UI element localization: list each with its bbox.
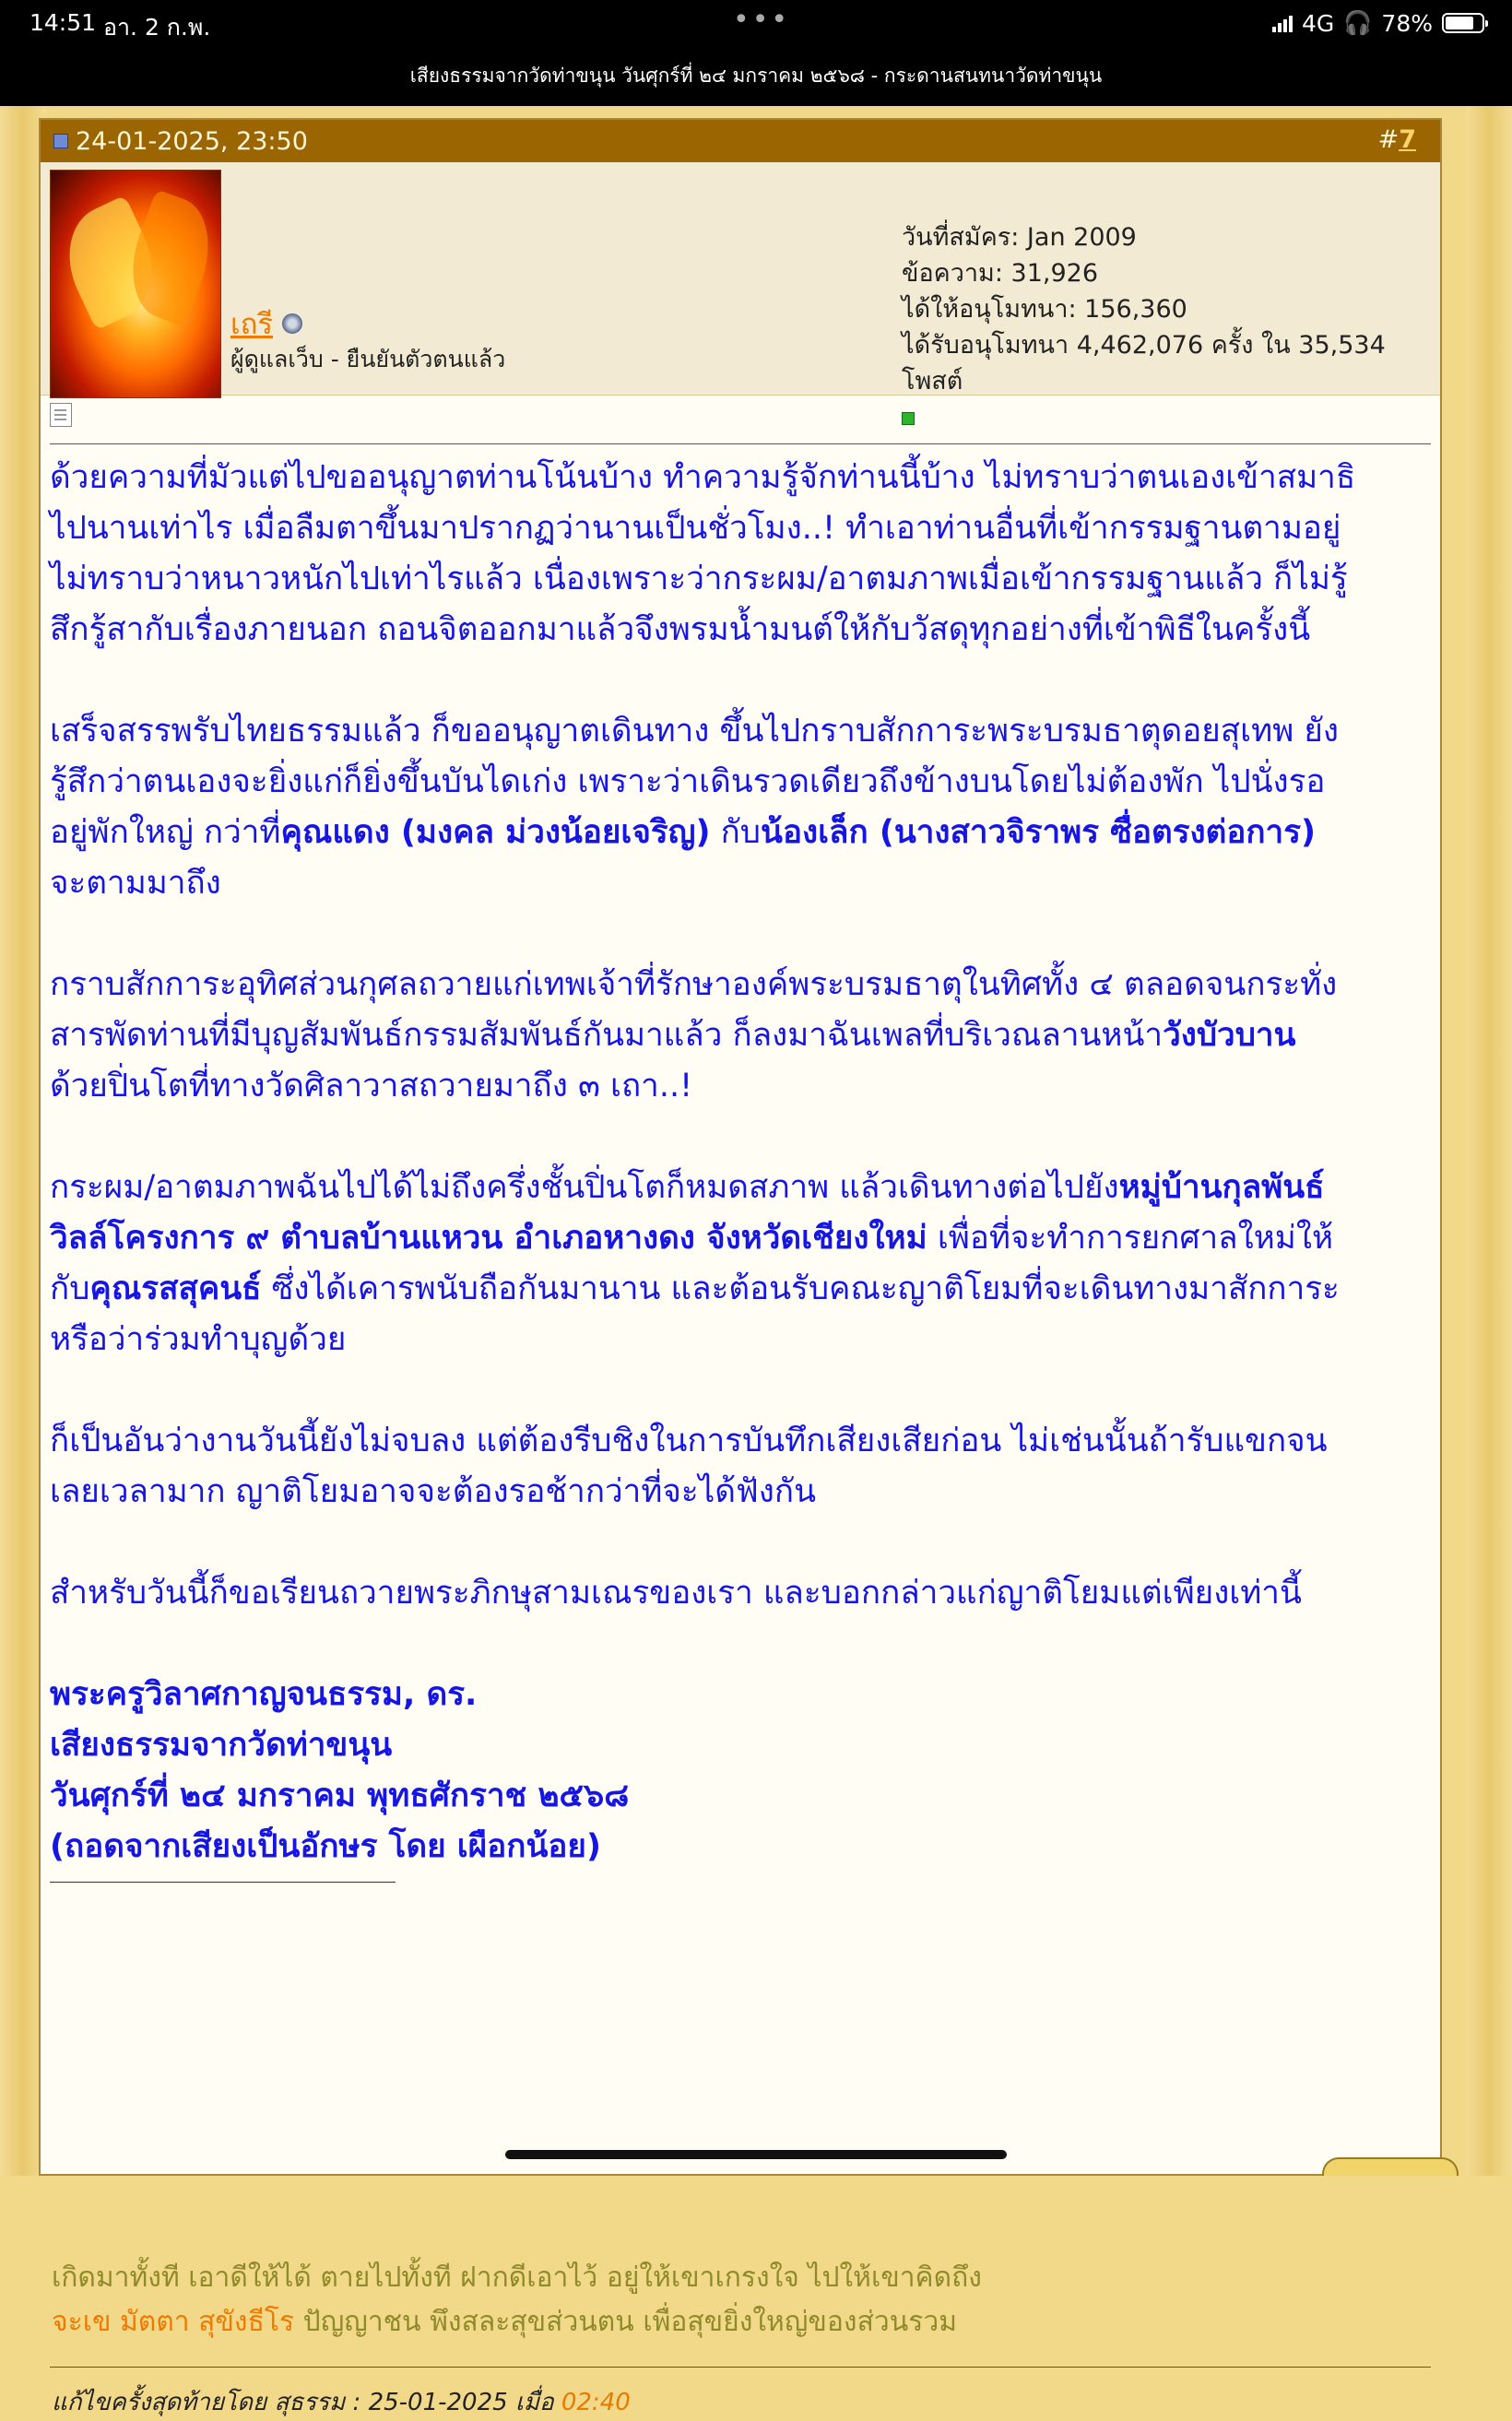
page-title: เสียงธรรมจากวัดท่าขนุน วันศุกร์ที่ ๒๔ มกราคม ๒๕๖๘ - กระดานสนทนาวัดท่าขนุน [0,46,1512,106]
multitasking-dots-icon[interactable]: ••• [733,4,791,36]
user-signature [52,2256,982,2344]
paragraph-text: อยู่พักใหญ่ กว่าที่ [50,814,281,851]
paragraph-text: ด้วยความที่มัวแต่ไปขออนุญาตท่านโน้นบ้าง ทำความรู้จักท่านนี้บ้าง ไม่ทราบว่าตนเองเข้าสมาธิ [50,459,1356,496]
cellular-signal-icon [1272,14,1293,32]
post-number: #7 [1377,125,1416,154]
post-paragraph [50,1416,1433,1518]
paragraph-text: เสร็จสรรพรับไทยธรรมแล้ว ก็ขออนุญาตเดินทาง ขึ้นไปกราบสักการะพระบรมธาตุดอยสุเทพ ยัง [50,713,1340,750]
battery-icon [1442,13,1484,33]
post-status-icon [53,134,68,148]
post-paragraph [50,453,1433,655]
paragraph-text: สึกรู้สากับเรื่องภายนอก ถอนจิตออกมาแล้วจึงพรมน้ำมนต์ให้กับวัสดุทุกอย่างที่เข้าพิธีในครั้งนี้ [50,611,1311,648]
message-icon [50,403,72,427]
emphasized-text: คุณรสสุคนธ์ [89,1270,262,1307]
paragraph-text: รู้สึกว่าตนเองจะยิ่งแก่ก็ยิ่งขึ้นบันไดเก่ง เพราะว่าเดินรวดเดียวถึงข้างบนโดยไม่ต้องพัก ไปนั่งรอ [50,763,1326,800]
user-stats [902,219,1440,435]
thanks-given: ได้ให้อนุโมทนา: 156,360 [902,295,1187,324]
paragraph-text: เพื่อที่จะทำการยกศาลใหม่ให้ [927,1220,1334,1257]
divider [50,2367,1431,2368]
avatar[interactable] [50,170,221,398]
headphones-icon: 🎧 [1343,9,1373,36]
divider [50,443,1431,444]
join-date: วันที่สมัคร: Jan 2009 [902,223,1137,252]
signature-divider [50,1882,396,1883]
reputation-icon [902,412,915,425]
battery-percent: 78% [1381,9,1433,37]
paragraph-text: ไม่ทราบว่าหนาวหนักไปเท่าไรแล้ว เนื่องเพราะว่ากระผม/อาตมภาพเมื่อเข้ากรรมฐานแล้ว ก็ไม่รู้ [50,561,1348,597]
post-count: ข้อความ: 31,926 [902,259,1099,288]
forum-post [39,118,1442,2416]
edited-note: แก้ไขครั้งสุดท้ายโดย สุธรรม : 25-01-2025 เมื่อ 02:40 [52,2389,631,2416]
emphasized-text: วิลล์โครงการ ๙ ตำบลบ้านแหวน อำเภอหางดง จังหวัดเชียงใหม่ [50,1220,927,1257]
paragraph-text: ไปนานเท่าไร เมื่อลืมตาขึ้นมาปรากฏว่านานเป็นชั่วโมง..! ทำเอาท่านอื่นที่เข้ากรรมฐานตามอยู่ [50,510,1341,547]
emphasized-text: น้องเล็ก (นางสาวจิราพร ซื่อตรงต่อการ) [761,814,1316,851]
post-paragraph [50,1163,1433,1365]
home-indicator[interactable] [505,2150,1007,2159]
emphasized-text: คุณแดง (มงคล ม่วงน้อยเจริญ) [280,814,711,851]
paragraph-text: เลยเวลามาก ญาติโยมอาจจะต้องรอช้ากว่าที่จะได้ฟังกัน [50,1473,817,1510]
paragraph-text: กับ [710,814,762,851]
closing-signature [50,1670,1433,1872]
emphasized-text: หมู่บ้านกุลพันธ์ [1118,1169,1325,1206]
closing-line: พระครูวิลาศกาญจนธรรม, ดร. [50,1676,478,1713]
username-link[interactable]: เถรี [230,301,302,347]
thanks-received: ได้รับอนุโมทนา 4,462,076 ครั้ง ใน 35,534 โพสต์ [902,331,1386,396]
online-status-icon [282,313,302,334]
quote-button[interactable] [1322,2157,1459,2176]
status-bar [0,0,1512,46]
paragraph-text: กราบสักการะอุทิศส่วนกุศลถวายแก่เทพเจ้าที่รักษาองค์พระบรมธาตุในทิศทั้ง ๔ ตลอดจนกระทั่ง [50,966,1338,1003]
paragraph-text: สำหรับวันนี้ก็ขอเรียนถวายพระภิกษุสามเณรของเรา และบอกกล่าวแก่ญาติโยมแต่เพียงเท่านี้ [50,1575,1302,1612]
status-date: อา. 2 ก.พ. [103,14,211,41]
paragraph-text: ก็เป็นอันว่างานวันนี้ยังไม่จบลง แต่ต้องรีบชิงในการบันทึกเสียงเสียก่อน ไม่เช่นนั้นถ้ารับแขกจน [50,1423,1328,1459]
user-title: ผู้ดูแลเว็บ - ยืนยันตัวตนแล้ว [230,346,506,372]
background-decoration-right [1466,106,1512,2176]
post-datetime: 24-01-2025, 23:50 [76,126,308,156]
signature-line-1: เกิดมาทั้งที เอาดีให้ได้ ตายไปทั้งที ฝากดีเอาไว้ อยู่ให้เขาเกรงใจ ไปให้เขาคิดถึง [52,2262,982,2294]
post-paragraph [50,960,1433,1112]
closing-line: เสียงธรรมจากวัดท่าขนุน [50,1727,393,1764]
closing-line: (ถอดจากเสียงเป็นอักษร โดย เผือกน้อย) [50,1828,601,1865]
post-paragraph [50,706,1433,909]
closing-line: วันศุกร์ที่ ๒๔ มกราคม พุทธศักราช ๒๕๖๘ [50,1777,630,1814]
signature-line-2: จะเข มัตตา สุขังธีโร ปัญญาชน พึงสละสุขส่วนตน เพื่อสุขยิ่งใหญ่ของส่วนรวม [52,2306,957,2338]
emphasized-text: วังบัวบาน [1163,1017,1296,1054]
paragraph-text: หรือว่าร่วมทำบุญด้วย [50,1321,347,1358]
post-paragraph [50,1568,1433,1619]
paragraph-text: กระผม/อาตมภาพฉันไปได้ไม่ถึงครึ่งชั้นปิ่นโตก็หมดสภาพ แล้วเดินทางต่อไปยัง [50,1169,1119,1206]
post-header [41,120,1440,162]
paragraph-text: ด้วยปิ่นโตที่ทางวัดศิลาวาสถวายมาถึง ๓ เถา..! [50,1068,693,1104]
network-type: 4G [1302,9,1335,37]
post-content [50,453,1433,1883]
paragraph-text: สารพัดท่านที่มีบุญสัมพันธ์กรรมสัมพันธ์กันมาแล้ว ก็ลงมาฉันเพลที่บริเวณลานหน้า [50,1017,1164,1054]
status-time: 14:51 [30,9,97,36]
paragraph-text: จะตามมาถึง [50,865,221,902]
paragraph-text: กับ [50,1270,90,1307]
user-info-bar [41,162,1440,396]
paragraph-text: ซึ่งได้เคารพนับถือกันมานาน และต้อนรับคณะญาติโยมที่จะเดินทางมาสักการะ [261,1270,1340,1307]
post-number-link[interactable]: 7 [1399,125,1416,154]
